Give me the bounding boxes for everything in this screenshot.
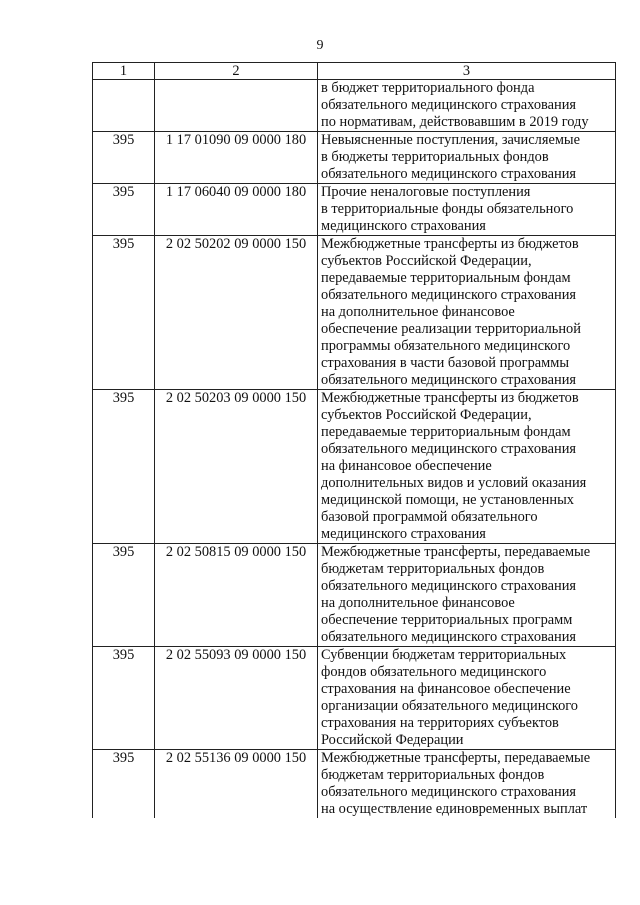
table-row	[93, 132, 616, 184]
description-line: программы обязательного медицинского	[321, 338, 571, 354]
description-line: обязательного медицинского страхования	[321, 441, 577, 457]
description-line: Межбюджетные трансферты из бюджетов	[321, 390, 579, 406]
description-line: на дополнительное финансовое	[321, 304, 515, 320]
description-line: Межбюджетные трансферты, передаваемые	[321, 750, 591, 766]
budget-code-cell: 2 02 50203 09 0000 150	[155, 390, 318, 544]
description-line: бюджетам территориальных фондов	[321, 767, 545, 783]
table-header-row	[93, 63, 616, 80]
description-cell	[318, 132, 616, 184]
description-line: обеспечение территориальных программ	[321, 612, 573, 628]
description-line: на дополнительное финансовое	[321, 595, 515, 611]
description-line: Субвенции бюджетам территориальных	[321, 647, 567, 663]
description-line: в бюджеты территориальных фондов	[321, 149, 549, 165]
table-row	[93, 390, 616, 544]
description-line: передаваемые территориальным фондам	[321, 424, 571, 440]
description-line: медицинского страхования	[321, 526, 486, 542]
admin-code-cell: 395	[93, 544, 155, 647]
admin-code-cell	[93, 80, 155, 132]
description-line: на осуществление единовременных выплат	[321, 801, 588, 817]
admin-code-cell: 395	[93, 236, 155, 390]
budget-code-cell: 1 17 06040 09 0000 180	[155, 184, 318, 236]
budget-code-cell: 2 02 55136 09 0000 150	[155, 750, 318, 819]
admin-code-cell: 395	[93, 750, 155, 819]
budget-code-cell: 2 02 55093 09 0000 150	[155, 647, 318, 750]
description-line: бюджетам территориальных фондов	[321, 561, 545, 577]
description-cell	[318, 184, 616, 236]
description-line: страхования в части базовой программы	[321, 355, 570, 371]
budget-code-cell	[155, 80, 318, 132]
admin-code-cell: 395	[93, 132, 155, 184]
description-line: на финансовое обеспечение	[321, 458, 492, 474]
table-row	[93, 80, 616, 132]
description-line: субъектов Российской Федерации,	[321, 407, 532, 423]
column-header-3: 3	[318, 63, 616, 80]
description-line: в бюджет территориального фонда	[321, 80, 535, 96]
description-line: Межбюджетные трансферты, передаваемые	[321, 544, 591, 560]
column-header-2: 2	[155, 63, 318, 80]
table-body	[93, 80, 616, 819]
description-line: передаваемые территориальным фондам	[321, 270, 571, 286]
admin-code-cell: 395	[93, 390, 155, 544]
table-row	[93, 184, 616, 236]
description-line: субъектов Российской Федерации,	[321, 253, 532, 269]
description-cell	[318, 544, 616, 647]
column-header-1: 1	[93, 63, 155, 80]
description-line: страхования на территориях субъектов	[321, 715, 559, 731]
description-line: фондов обязательного медицинского	[321, 664, 547, 680]
description-line: Межбюджетные трансферты из бюджетов	[321, 236, 579, 252]
description-line: Российской Федерации	[321, 732, 464, 748]
description-line: обязательного медицинского страхования	[321, 97, 577, 113]
description-line: медицинской помощи, не установленных	[321, 492, 574, 508]
description-line: Невыясненные поступления, зачисляемые	[321, 132, 580, 148]
page-number: 9	[316, 38, 324, 53]
description-line: по нормативам, действовавшим в 2019 году	[321, 114, 589, 130]
description-line: обеспечение реализации территориальной	[321, 321, 581, 337]
description-line: медицинского страхования	[321, 218, 486, 234]
description-cell	[318, 80, 616, 132]
admin-code-cell: 395	[93, 184, 155, 236]
budget-code-cell: 2 02 50202 09 0000 150	[155, 236, 318, 390]
description-line: обязательного медицинского страхования	[321, 784, 577, 800]
admin-code-cell: 395	[93, 647, 155, 750]
description-line: в территориальные фонды обязательного	[321, 201, 574, 217]
description-cell	[318, 647, 616, 750]
description-line: обязательного медицинского страхования	[321, 578, 577, 594]
description-line: организации обязательного медицинского	[321, 698, 578, 714]
description-line: базовой программой обязательного	[321, 509, 538, 525]
description-cell	[318, 236, 616, 390]
description-line: обязательного медицинского страхования	[321, 372, 577, 388]
description-line: обязательного медицинского страхования	[321, 166, 577, 182]
budget-classification-table	[92, 62, 616, 818]
budget-code-cell: 2 02 50815 09 0000 150	[155, 544, 318, 647]
budget-code-cell: 1 17 01090 09 0000 180	[155, 132, 318, 184]
description-line: обязательного медицинского страхования	[321, 629, 577, 645]
description-line: дополнительных видов и условий оказания	[321, 475, 587, 491]
table-row	[93, 544, 616, 647]
description-line: Прочие неналоговые поступления	[321, 184, 531, 200]
description-line: обязательного медицинского страхования	[321, 287, 577, 303]
description-line: страхования на финансовое обеспечение	[321, 681, 571, 697]
table-row	[93, 647, 616, 750]
table-row	[93, 236, 616, 390]
description-cell	[318, 390, 616, 544]
table-row	[93, 750, 616, 819]
description-cell	[318, 750, 616, 819]
